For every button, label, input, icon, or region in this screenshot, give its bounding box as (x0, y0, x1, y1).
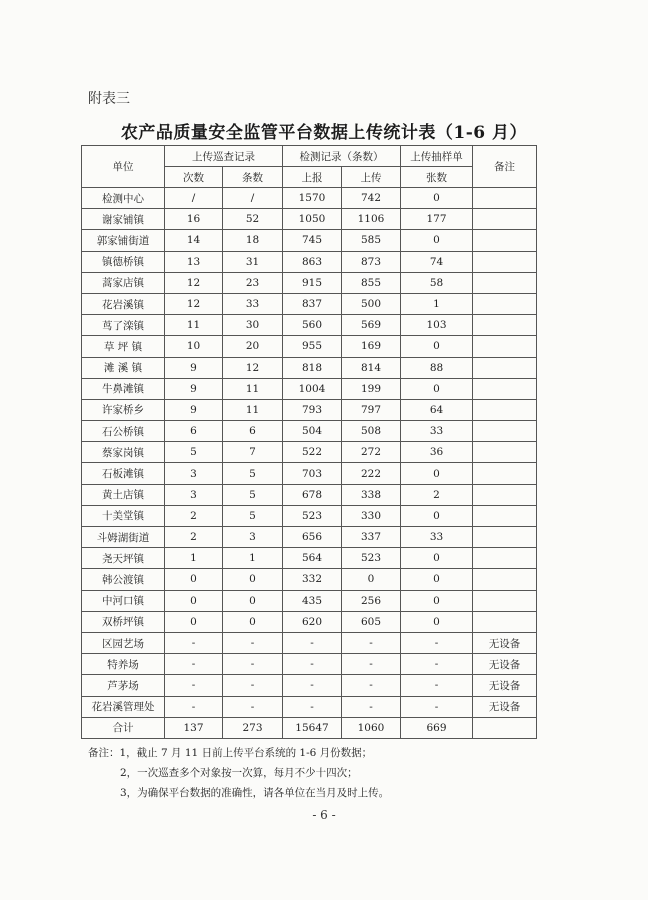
cell-unit: 郭家铺街道 (82, 230, 165, 251)
cell-unit: 韩公渡镇 (82, 569, 165, 590)
cell-reported: 793 (283, 399, 342, 420)
cell-sheets: 0 (401, 548, 473, 569)
table-row (82, 209, 537, 230)
cell-remark (473, 293, 537, 314)
cell-uploaded: 0 (342, 569, 401, 590)
cell-times: 16 (165, 209, 223, 230)
cell-items: 0 (223, 611, 283, 632)
cell-times: 0 (165, 590, 223, 611)
cell-remark (473, 442, 537, 463)
cell-remark (473, 527, 537, 548)
cell-reported: 15647 (283, 717, 342, 738)
cell-sheets: - (401, 696, 473, 717)
cell-unit: 尧天坪镇 (82, 548, 165, 569)
cell-unit: 双桥坪镇 (82, 611, 165, 632)
cell-remark: 无设备 (473, 675, 537, 696)
table-row (82, 717, 537, 738)
cell-remark: 无设备 (473, 654, 537, 675)
cell-items: 1 (223, 548, 283, 569)
cell-remark (473, 548, 537, 569)
cell-unit: 芦茅场 (82, 675, 165, 696)
cell-items: 7 (223, 442, 283, 463)
header-test-group: 检测记录（条数） (283, 146, 401, 167)
cell-reported: 523 (283, 505, 342, 526)
cell-sheets: 36 (401, 442, 473, 463)
table-row (82, 378, 537, 399)
table-row (82, 548, 537, 569)
cell-times: / (165, 188, 223, 209)
cell-sheets: 0 (401, 590, 473, 611)
cell-reported: 915 (283, 272, 342, 293)
cell-uploaded: 814 (342, 357, 401, 378)
cell-reported: 955 (283, 336, 342, 357)
cell-unit: 十美堂镇 (82, 505, 165, 526)
table-body (82, 188, 537, 739)
notes (88, 743, 389, 803)
cell-unit: 镇德桥镇 (82, 251, 165, 272)
cell-items: 30 (223, 315, 283, 336)
table-row (82, 463, 537, 484)
cell-uploaded: 1106 (342, 209, 401, 230)
header-reported: 上报 (283, 167, 342, 188)
cell-uploaded: 500 (342, 293, 401, 314)
cell-sheets: 0 (401, 336, 473, 357)
header-sheets: 张数 (401, 167, 473, 188)
table-row (82, 336, 537, 357)
cell-sheets: 177 (401, 209, 473, 230)
table-row (82, 230, 537, 251)
statistics-table (81, 145, 537, 739)
cell-times: - (165, 654, 223, 675)
cell-sheets: 0 (401, 505, 473, 526)
cell-uploaded: 605 (342, 611, 401, 632)
cell-uploaded: 585 (342, 230, 401, 251)
cell-reported: 435 (283, 590, 342, 611)
cell-remark: 无设备 (473, 696, 537, 717)
cell-sheets: 58 (401, 272, 473, 293)
cell-uploaded: 742 (342, 188, 401, 209)
cell-unit: 斗姆湖街道 (82, 527, 165, 548)
cell-remark (473, 272, 537, 293)
cell-remark: 无设备 (473, 632, 537, 653)
cell-reported: 332 (283, 569, 342, 590)
cell-items: 0 (223, 569, 283, 590)
cell-sheets: 0 (401, 378, 473, 399)
cell-items: - (223, 696, 283, 717)
cell-reported: 678 (283, 484, 342, 505)
cell-sheets: - (401, 675, 473, 696)
note-line (88, 783, 389, 803)
cell-items: 5 (223, 484, 283, 505)
cell-times: 1 (165, 548, 223, 569)
cell-unit: 检测中心 (82, 188, 165, 209)
header-unit: 单位 (82, 146, 165, 188)
page-number: - 6 - (312, 808, 336, 822)
cell-items: 273 (223, 717, 283, 738)
cell-items: 6 (223, 421, 283, 442)
cell-unit: 花岩溪镇 (82, 293, 165, 314)
table-row (82, 272, 537, 293)
cell-sheets: 103 (401, 315, 473, 336)
cell-items: 33 (223, 293, 283, 314)
table-row (82, 188, 537, 209)
cell-uploaded: 508 (342, 421, 401, 442)
table-row (82, 569, 537, 590)
cell-unit: 花岩溪管理处 (82, 696, 165, 717)
cell-sheets: 0 (401, 230, 473, 251)
cell-items: - (223, 632, 283, 653)
cell-items: 11 (223, 378, 283, 399)
header-sample-group: 上传抽样单 (401, 146, 473, 167)
cell-times: 2 (165, 527, 223, 548)
cell-sheets: 0 (401, 463, 473, 484)
cell-remark (473, 569, 537, 590)
cell-remark (473, 251, 537, 272)
cell-items: 18 (223, 230, 283, 251)
cell-unit: 石公桥镇 (82, 421, 165, 442)
cell-uploaded: 330 (342, 505, 401, 526)
cell-times: 137 (165, 717, 223, 738)
cell-reported: 560 (283, 315, 342, 336)
cell-uploaded: 222 (342, 463, 401, 484)
cell-items: - (223, 654, 283, 675)
cell-sheets: 33 (401, 421, 473, 442)
cell-remark (473, 230, 537, 251)
cell-remark (473, 399, 537, 420)
cell-unit: 区园艺场 (82, 632, 165, 653)
cell-reported: 522 (283, 442, 342, 463)
cell-sheets: 0 (401, 188, 473, 209)
table-row (82, 505, 537, 526)
cell-remark (473, 357, 537, 378)
header-items: 条数 (223, 167, 283, 188)
table-row (82, 357, 537, 378)
cell-remark (473, 336, 537, 357)
cell-reported: 837 (283, 293, 342, 314)
table-row (82, 442, 537, 463)
cell-reported: 703 (283, 463, 342, 484)
cell-unit: 特养场 (82, 654, 165, 675)
cell-remark (473, 717, 537, 738)
header-patrol-group: 上传巡查记录 (165, 146, 283, 167)
cell-uploaded: - (342, 696, 401, 717)
cell-unit: 草 坪 镇 (82, 336, 165, 357)
cell-uploaded: 523 (342, 548, 401, 569)
cell-times: 9 (165, 399, 223, 420)
cell-unit: 牛鼻滩镇 (82, 378, 165, 399)
appendix-label: 附表三 (88, 91, 130, 107)
cell-times: 10 (165, 336, 223, 357)
table-row (82, 632, 537, 653)
cell-uploaded: 256 (342, 590, 401, 611)
header-uploaded: 上传 (342, 167, 401, 188)
cell-unit: 茑了滦镇 (82, 315, 165, 336)
cell-items: 0 (223, 590, 283, 611)
cell-uploaded: 337 (342, 527, 401, 548)
header-times: 次数 (165, 167, 223, 188)
table-row (82, 527, 537, 548)
cell-times: 9 (165, 378, 223, 399)
cell-uploaded: - (342, 654, 401, 675)
cell-reported: - (283, 632, 342, 653)
cell-items: 11 (223, 399, 283, 420)
cell-items: 5 (223, 505, 283, 526)
table-row (82, 590, 537, 611)
cell-times: 12 (165, 293, 223, 314)
cell-times: - (165, 696, 223, 717)
cell-items: 20 (223, 336, 283, 357)
cell-reported: - (283, 654, 342, 675)
cell-sheets: 64 (401, 399, 473, 420)
note-line (88, 743, 389, 763)
note-line (88, 763, 389, 783)
cell-unit: 合计 (82, 717, 165, 738)
cell-remark (473, 505, 537, 526)
cell-times: 5 (165, 442, 223, 463)
cell-times: 6 (165, 421, 223, 442)
cell-reported: 656 (283, 527, 342, 548)
cell-uploaded: 272 (342, 442, 401, 463)
cell-items: 12 (223, 357, 283, 378)
cell-items: / (223, 188, 283, 209)
cell-unit: 滩 溪 镇 (82, 357, 165, 378)
notes-prefix: 备注： (88, 747, 120, 759)
cell-remark (473, 209, 537, 230)
cell-sheets: 1 (401, 293, 473, 314)
cell-remark (473, 421, 537, 442)
table-row (82, 399, 537, 420)
cell-unit: 谢家铺镇 (82, 209, 165, 230)
note-item: 1，截止 7 月 11 日前上传平台系统的 1-6 月份数据； (119, 747, 373, 759)
cell-items: 5 (223, 463, 283, 484)
table-row (82, 611, 537, 632)
table-title: 农产品质量安全监管平台数据上传统计表（1-6 月） (120, 123, 528, 143)
table-row (82, 315, 537, 336)
cell-unit: 黄土店镇 (82, 484, 165, 505)
cell-times: 0 (165, 569, 223, 590)
cell-times: 13 (165, 251, 223, 272)
header-remark: 备注 (473, 146, 537, 188)
cell-times: - (165, 675, 223, 696)
cell-uploaded: 569 (342, 315, 401, 336)
cell-unit: 石板滩镇 (82, 463, 165, 484)
cell-reported: - (283, 696, 342, 717)
cell-remark (473, 188, 537, 209)
cell-sheets: 0 (401, 611, 473, 632)
table-row (82, 675, 537, 696)
table-row (82, 696, 537, 717)
cell-uploaded: - (342, 632, 401, 653)
cell-sheets: 0 (401, 569, 473, 590)
table-row (82, 293, 537, 314)
cell-items: 31 (223, 251, 283, 272)
cell-sheets: - (401, 654, 473, 675)
cell-remark (473, 463, 537, 484)
cell-uploaded: 797 (342, 399, 401, 420)
table-row (82, 251, 537, 272)
table-row (82, 484, 537, 505)
cell-times: 11 (165, 315, 223, 336)
header-row-1 (82, 146, 537, 167)
cell-sheets: - (401, 632, 473, 653)
cell-items: - (223, 675, 283, 696)
cell-items: 3 (223, 527, 283, 548)
cell-times: 3 (165, 484, 223, 505)
cell-remark (473, 378, 537, 399)
cell-sheets: 88 (401, 357, 473, 378)
cell-times: 12 (165, 272, 223, 293)
cell-unit: 中河口镇 (82, 590, 165, 611)
cell-uploaded: 169 (342, 336, 401, 357)
table-row (82, 421, 537, 442)
cell-uploaded: 1060 (342, 717, 401, 738)
cell-reported: 1050 (283, 209, 342, 230)
cell-items: 23 (223, 272, 283, 293)
cell-reported: 818 (283, 357, 342, 378)
cell-times: 14 (165, 230, 223, 251)
cell-uploaded: 199 (342, 378, 401, 399)
cell-remark (473, 484, 537, 505)
cell-sheets: 33 (401, 527, 473, 548)
note-item: 3，为确保平台数据的准确性，请各单位在当月及时上传。 (120, 787, 390, 799)
cell-reported: - (283, 675, 342, 696)
cell-times: 2 (165, 505, 223, 526)
cell-reported: 1570 (283, 188, 342, 209)
cell-uploaded: - (342, 675, 401, 696)
cell-reported: 504 (283, 421, 342, 442)
cell-unit: 蔡家岗镇 (82, 442, 165, 463)
cell-reported: 620 (283, 611, 342, 632)
cell-sheets: 669 (401, 717, 473, 738)
cell-unit: 许家桥乡 (82, 399, 165, 420)
cell-remark (473, 315, 537, 336)
table-row (82, 654, 537, 675)
cell-reported: 745 (283, 230, 342, 251)
cell-items: 52 (223, 209, 283, 230)
cell-reported: 1004 (283, 378, 342, 399)
cell-sheets: 74 (401, 251, 473, 272)
cell-remark (473, 590, 537, 611)
note-item: 2，一次巡查多个对象按一次算，每月不少十四次； (120, 767, 358, 779)
cell-times: - (165, 632, 223, 653)
cell-uploaded: 855 (342, 272, 401, 293)
cell-remark (473, 611, 537, 632)
cell-times: 9 (165, 357, 223, 378)
cell-reported: 564 (283, 548, 342, 569)
cell-uploaded: 338 (342, 484, 401, 505)
cell-times: 0 (165, 611, 223, 632)
cell-unit: 蒿家店镇 (82, 272, 165, 293)
cell-reported: 863 (283, 251, 342, 272)
cell-times: 3 (165, 463, 223, 484)
cell-sheets: 2 (401, 484, 473, 505)
cell-uploaded: 873 (342, 251, 401, 272)
